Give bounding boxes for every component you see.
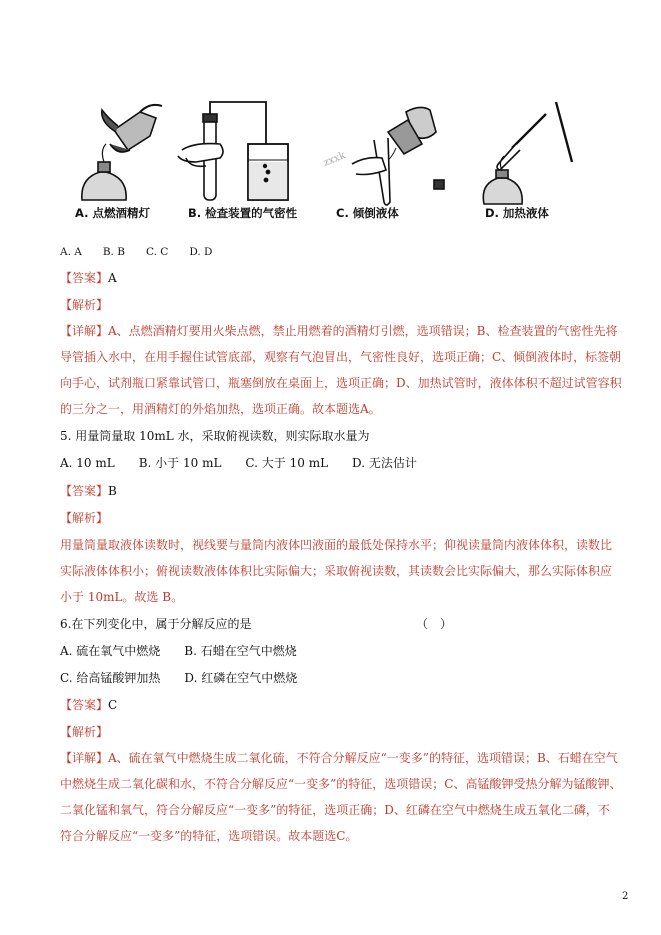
q6-stem: 6.在下列变化中，属于分解反应的是 bbox=[60, 617, 252, 631]
q6-answer bbox=[60, 697, 117, 713]
q5-answer bbox=[60, 483, 117, 499]
q4-answer bbox=[60, 270, 117, 286]
q4-analysis-label: 【解析】 bbox=[60, 298, 109, 312]
answer-label: 【答案】 bbox=[60, 484, 109, 498]
q6-analysis-label: 【解析】 bbox=[60, 725, 109, 739]
figure-caption-c: C. 倾倒液体 bbox=[336, 206, 399, 220]
q5-stem: 5. 用量筒量取 10mL 水，采取俯视读数，则实际取水量为 bbox=[60, 429, 370, 443]
q6-detail-line: 【详解】A、硫在氧气中燃烧生成二氧化硫，不符合分解反应“一变多”的特征，选项错误；B、石蜡在空气 bbox=[60, 751, 618, 765]
answer-label: 【答案】 bbox=[60, 698, 109, 712]
q5-analysis-line: 实际液体体积小；俯视读数液体体积比实际偏大；采取俯视读数，其读数会比实际偏大，那么实际体积应 bbox=[60, 564, 613, 578]
q4-detail-line: 【详解】A、点燃酒精灯要用火柴点燃，禁止用燃着的酒精灯引燃，选项错误；B、检查装置的气密性先将 bbox=[60, 324, 618, 338]
figure-caption-b: B. 检查装置的气密性 bbox=[188, 206, 298, 220]
q6-detail-line: 中燃烧生成二氧化碳和水，不符合分解反应“一变多”的特征，选项错误；C、高锰酸钾受热分解为锰酸钾、 bbox=[60, 777, 622, 791]
q5-analysis-line: 小于 10mL。故选 B。 bbox=[60, 590, 184, 604]
q5-analysis-label: 【解析】 bbox=[60, 511, 109, 525]
figure-caption-d: D. 加热液体 bbox=[485, 206, 549, 220]
q5-options: A. 10 mL B. 小于 10 mL C. 大于 10 mL D. 无法估计 bbox=[60, 456, 417, 470]
q6-options-line: A. 硫在氧气中燃烧 B. 石蜡在空气中燃烧 bbox=[60, 644, 297, 658]
figure-b-air-tightness bbox=[178, 102, 288, 200]
figure-c-pouring-liquid bbox=[322, 107, 444, 205]
answer-value: B bbox=[108, 484, 117, 498]
q4-detail-line: 向手心，试剂瓶口紧靠试管口，瓶塞倒放在桌面上，选项正确；D、加热试管时，液体体积不超过试管容积 bbox=[60, 376, 622, 390]
q4-detail-line: 导管插入水中，在用手握住试管底部，观察有气泡冒出，气密性良好，选项正确；C、倾倒液体时，标签朝 bbox=[60, 350, 622, 364]
figure-d-heating-liquid bbox=[483, 102, 572, 204]
answer-label: 【答案】 bbox=[60, 271, 109, 285]
answer-value: C bbox=[108, 698, 118, 712]
q5-analysis-line: 用量筒量取液体读数时，视线要与量筒内液体凹液面的最低处保持水平；仰视读量筒内液体体积，读数比 bbox=[60, 538, 613, 552]
q4-options: A. A B. B C. C D. D bbox=[60, 246, 213, 258]
figure-a-lighting-lamp bbox=[82, 105, 162, 200]
answer-value: A bbox=[108, 271, 117, 285]
q6-answer-bracket: （ ） bbox=[416, 617, 453, 631]
q6-options-line: C. 给高锰酸钾加热 D. 红磷在空气中燃烧 bbox=[60, 671, 298, 685]
q6-detail-line: 符合分解反应“一变多”的特征，选项错误。故本题选C。 bbox=[60, 829, 358, 843]
svg-text:zxxk: zxxk bbox=[322, 150, 348, 169]
figure-caption-a: A. 点燃酒精灯 bbox=[75, 206, 150, 220]
q6-detail-line: 二氧化锰和氧气，符合分解反应“一变多”的特征，选项正确；D、红磷在空气中燃烧生成五氧化二磷，不 bbox=[60, 803, 610, 817]
page-number: 2 bbox=[622, 891, 629, 902]
q4-detail-line: 的三分之一，用酒精灯的外焰加热，选项正确。故本题选A。 bbox=[60, 402, 381, 416]
